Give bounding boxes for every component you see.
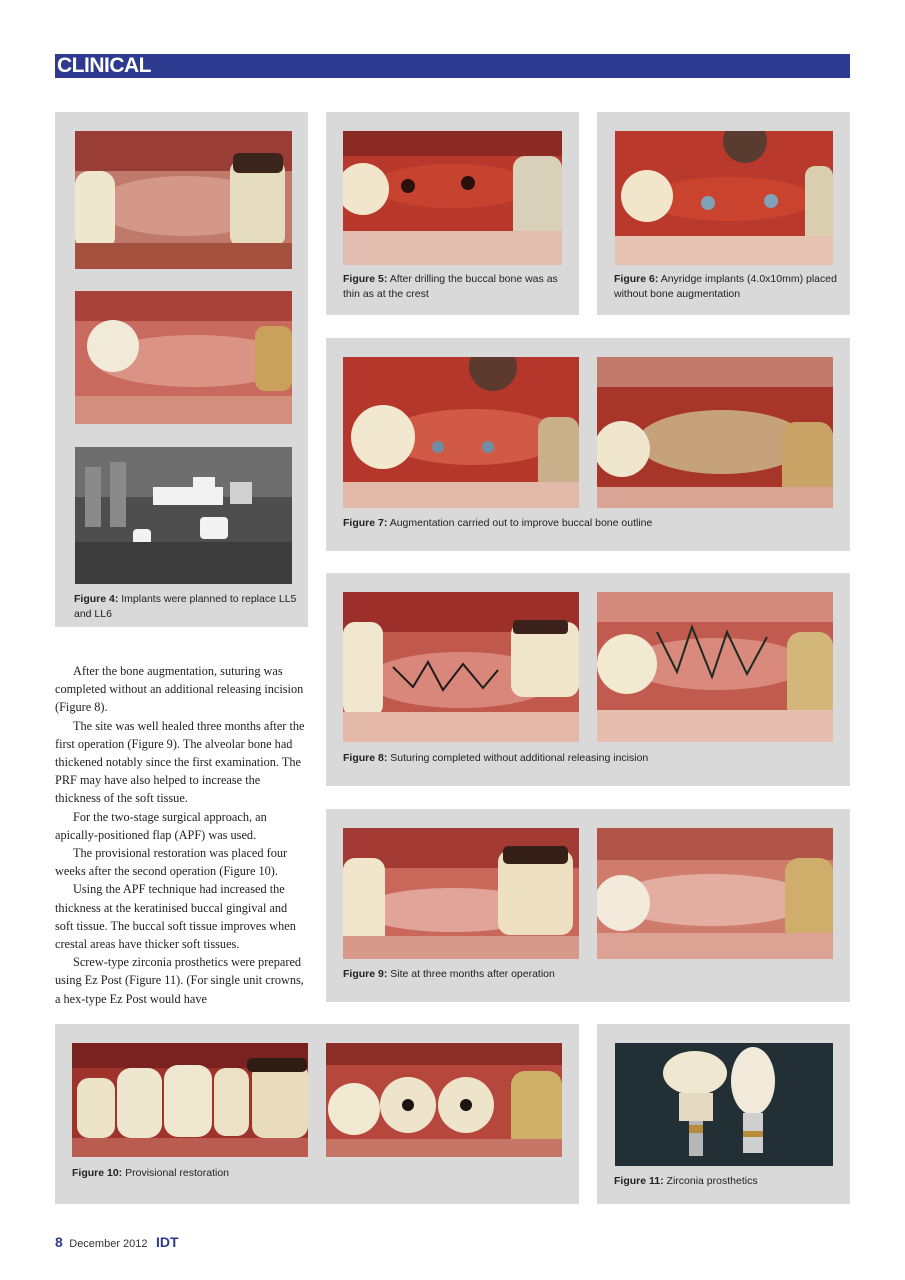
article-paragraph: For the two-stage surgical approach, an apically-positioned flap (APF) was used. <box>55 809 267 842</box>
figure-6-photo <box>615 131 833 265</box>
figure-6-caption <box>614 272 839 302</box>
figure-7a-photo <box>343 357 579 508</box>
figure-7-caption <box>343 516 823 531</box>
figure-6-label: Figure 6: <box>614 273 659 285</box>
figure-4b-photo <box>75 291 292 424</box>
figure-8-label: Figure 8: <box>343 752 388 764</box>
figure-10-caption <box>72 1166 552 1181</box>
figure-10a-photo <box>72 1043 308 1157</box>
figure-8-text: Suturing completed without additional releasing incision <box>390 752 649 764</box>
figure-10b-photo <box>326 1043 562 1157</box>
figure-5-photo <box>343 131 562 265</box>
figure-5-text: After drilling the buccal bone was as thin as at the crest <box>343 273 558 300</box>
article-paragraph: The provisional restoration was placed four weeks after the second operation (Figure 10). <box>55 846 288 879</box>
article-paragraph: The site was well healed three months after the first operation (Figure 9). The alveolar bone had thickened notably since the first examination. The PRF may have also helped to increase the thickness of the soft tissue. <box>55 718 305 806</box>
article-paragraph: Using the APF technique had increased the thickness at the keratinised buccal gingival and soft tissue. The buccal soft tissue improves when crestal areas have thicker soft tissues. <box>55 882 296 952</box>
section-label: CLINICAL <box>57 54 151 77</box>
figure-11-label: Figure 11: <box>614 1175 664 1187</box>
issue-date: December 2012 <box>69 1238 148 1250</box>
article-body <box>55 662 305 1008</box>
article-paragraph: After the bone augmentation, suturing was completed without an additional releasing incision (Figure 8). <box>55 664 304 715</box>
figure-5-caption <box>343 272 568 302</box>
figure-8-caption <box>343 751 823 766</box>
figure-4a-photo <box>75 131 292 269</box>
figure-9-caption <box>343 967 823 982</box>
figure-4c-xray <box>75 447 292 584</box>
figure-9a-photo <box>343 828 579 959</box>
figure-11-photo <box>615 1043 833 1166</box>
magazine-name: IDT <box>155 1234 179 1250</box>
figure-6-text: Anyridge implants (4.0x10mm) placed without bone augmentation <box>614 273 837 300</box>
figure-4-caption <box>74 592 299 622</box>
figure-5-label: Figure 5: <box>343 273 388 285</box>
figure-4-text: Implants were planned to replace LL5 and LL6 <box>74 593 297 620</box>
figure-10-text: Provisional restoration <box>125 1167 229 1179</box>
page-footer <box>55 1234 179 1252</box>
page-number: 8 <box>55 1234 63 1250</box>
figure-7-text: Augmentation carried out to improve buccal bone outline <box>389 517 653 529</box>
figure-9-label: Figure 9: <box>343 968 388 980</box>
figure-8a-photo <box>343 592 579 742</box>
figure-11-text: Zirconia prosthetics <box>666 1175 758 1187</box>
figure-7-label: Figure 7: <box>343 517 388 529</box>
article-paragraph: Screw-type zirconia prosthetics were prepared using Ez Post (Figure 11). (For single unit crowns, a hex-type Ez Post would have <box>55 955 304 1006</box>
figure-10-label: Figure 10: <box>72 1167 123 1179</box>
figure-8b-photo <box>597 592 833 742</box>
figure-11-caption <box>614 1174 839 1189</box>
figure-4-label: Figure 4: <box>74 593 119 605</box>
figure-7b-photo <box>597 357 833 508</box>
figure-9-text: Site at three months after operation <box>390 968 555 980</box>
section-header-bar <box>55 54 850 78</box>
figure-9b-photo <box>597 828 833 959</box>
